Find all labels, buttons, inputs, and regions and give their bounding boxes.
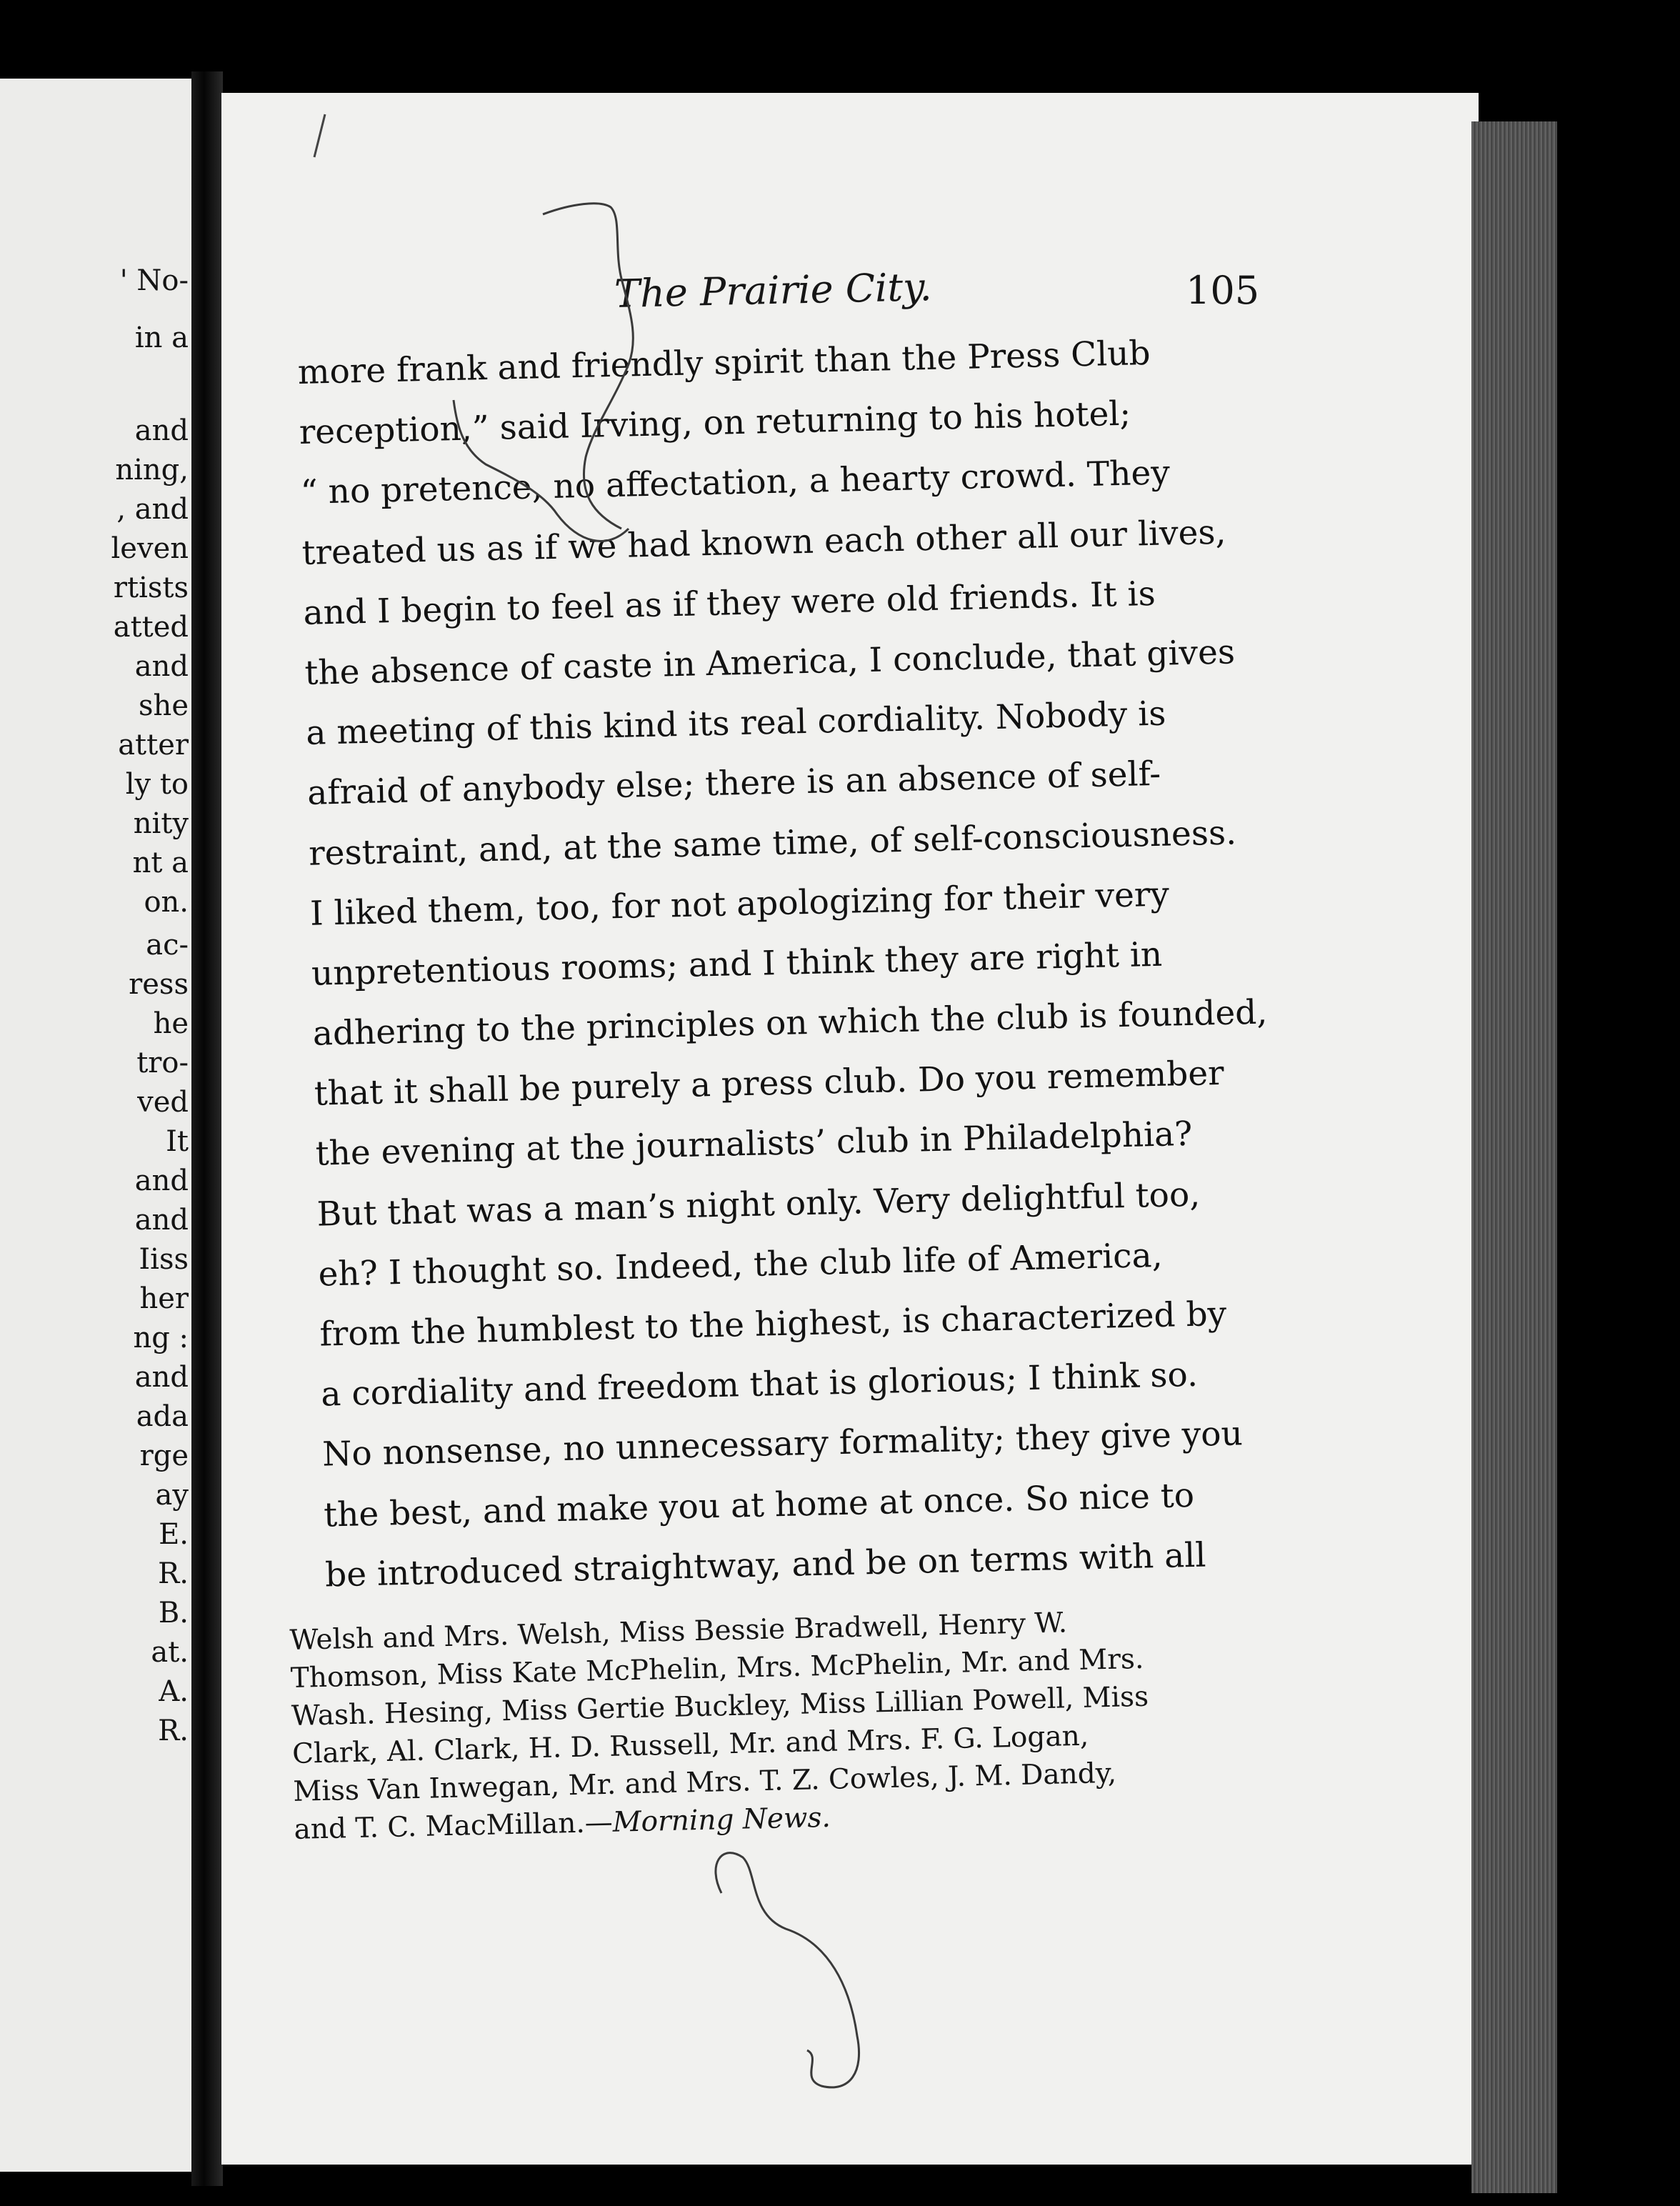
left-page-fragment: A. [159,1675,189,1708]
left-page-fragment: , and [116,493,189,526]
footnote [289,1595,1451,1849]
text-line: from the humblest to the highest, is characterized by [319,1294,1227,1354]
left-page-fragment: E. [159,1518,189,1551]
left-page-fragment: ng : [133,1322,189,1354]
text-line: a cordiality and freedom that is glorious; I think so. [320,1354,1199,1414]
left-page-fragment: ada [136,1400,189,1433]
left-page-fragment: he [153,1007,189,1040]
text-line: be introduced straightway, and be on terms with all [324,1535,1206,1595]
body-text [297,316,1479,1605]
text-line: more frank and friendly spirit than the Press Club [297,333,1151,392]
left-page-fragment: rtists [113,572,189,604]
footnote-line: Thomson, Miss Kate McPhelin, Mrs. McPhelin, Mr. and Mrs. [290,1642,1144,1695]
text-line: adhering to the principles on which the club is founded, [312,992,1268,1054]
text-line: restraint, and, at the same time, of self-consciousness. [308,812,1237,874]
left-page-fragment: ly to [125,768,189,801]
text-line: the evening at the journalists’ club in Philadelphia? [315,1114,1193,1174]
left-page-fragment: ' No- [119,264,189,297]
left-page-fragment: B. [158,1597,189,1629]
footnote-line: Miss Van Inwegan, Mr. and Mrs. T. Z. Cowles, J. M. Dandy, [292,1757,1117,1808]
left-page-fragment: she [139,689,189,722]
background-shadow [1557,121,1680,2206]
text-line: eh? I thought so. Indeed, the club life of America, [317,1235,1164,1294]
left-page-fragment: Iiss [139,1243,189,1276]
page [221,93,1479,2165]
text-line: the best, and make you at home at once. So nice to [323,1475,1195,1535]
left-page-fragment: ning, [115,454,189,486]
left-page-fragment: R. [158,1715,189,1747]
text-line: But that was a man’s night only. Very delightful too, [316,1174,1201,1234]
left-page-fragment: leven [111,532,189,565]
left-page-fragment: and [134,1204,189,1237]
left-page-fragment: R. [158,1557,189,1590]
book-gutter [191,71,223,2186]
left-page-fragment: It [166,1125,189,1158]
text-line: the absence of caste in America, I conclude, that gives [304,632,1236,693]
left-page-fragment: on. [144,886,189,919]
footnote-line: Wash. Hesing, Miss Gertie Buckley, Miss Lillian Powell, Miss [291,1680,1149,1732]
left-facing-page [0,79,193,2172]
left-page-fragment: rge [139,1439,189,1472]
text-line: afraid of anybody else; there is an absence of self- [306,754,1161,814]
footnote-source: Morning News. [612,1801,831,1839]
text-line: and I begin to feel as if they were old friends. It is [302,574,1156,633]
left-page-fragment: atter [118,729,189,762]
text-line: “ no pretence, no affectation, a hearty crowd. They [300,453,1171,513]
left-page-fragment: and [134,650,189,683]
left-page-fragment: in a [134,321,189,354]
left-page-fragment: at. [151,1636,189,1669]
running-title: The Prairie City. [614,264,933,317]
page-number: 105 [1186,268,1260,313]
footnote-line: Clark, Al. Clark, H. D. Russell, Mr. and Mrs. F. G. Logan, [291,1720,1089,1770]
left-page-fragment: ay [155,1479,189,1512]
text-line: unpretentious rooms; and I think they are right in [311,934,1163,994]
left-page-fragment: atted [113,611,189,644]
text-line: a meeting of this kind its real cordiality. Nobody is [305,694,1166,753]
text-line: reception,” said Irving, on returning to his hotel; [299,394,1131,453]
footnote-line: Welsh and Mrs. Welsh, Miss Bessie Bradwell, Henry W. [289,1607,1068,1657]
text-line: that it shall be purely a press club. Do you remember [314,1054,1225,1114]
text-line: I liked them, too, for not apologizing for their very [309,874,1170,934]
text-line: treated us as if we had known each other all our lives, [301,512,1226,573]
left-page-fragment: ved [137,1086,189,1119]
left-page-fragment: and [134,1164,189,1197]
footnote-last-text: and T. C. MacMillan.— [294,1806,614,1846]
left-page-fragment: nity [133,807,189,840]
left-page-fragment: nt a [132,847,189,879]
left-page-fragment: her [139,1282,189,1315]
left-page-fragment: and [134,414,189,447]
page-edges [1471,121,1557,2193]
left-page-fragment: tro- [136,1047,189,1079]
left-page-fragment: ress [129,968,189,1001]
text-line: No nonsense, no unnecessary formality; they give you [321,1414,1244,1474]
left-page-fragment: ac- [146,929,189,962]
left-page-fragment: and [134,1361,189,1394]
